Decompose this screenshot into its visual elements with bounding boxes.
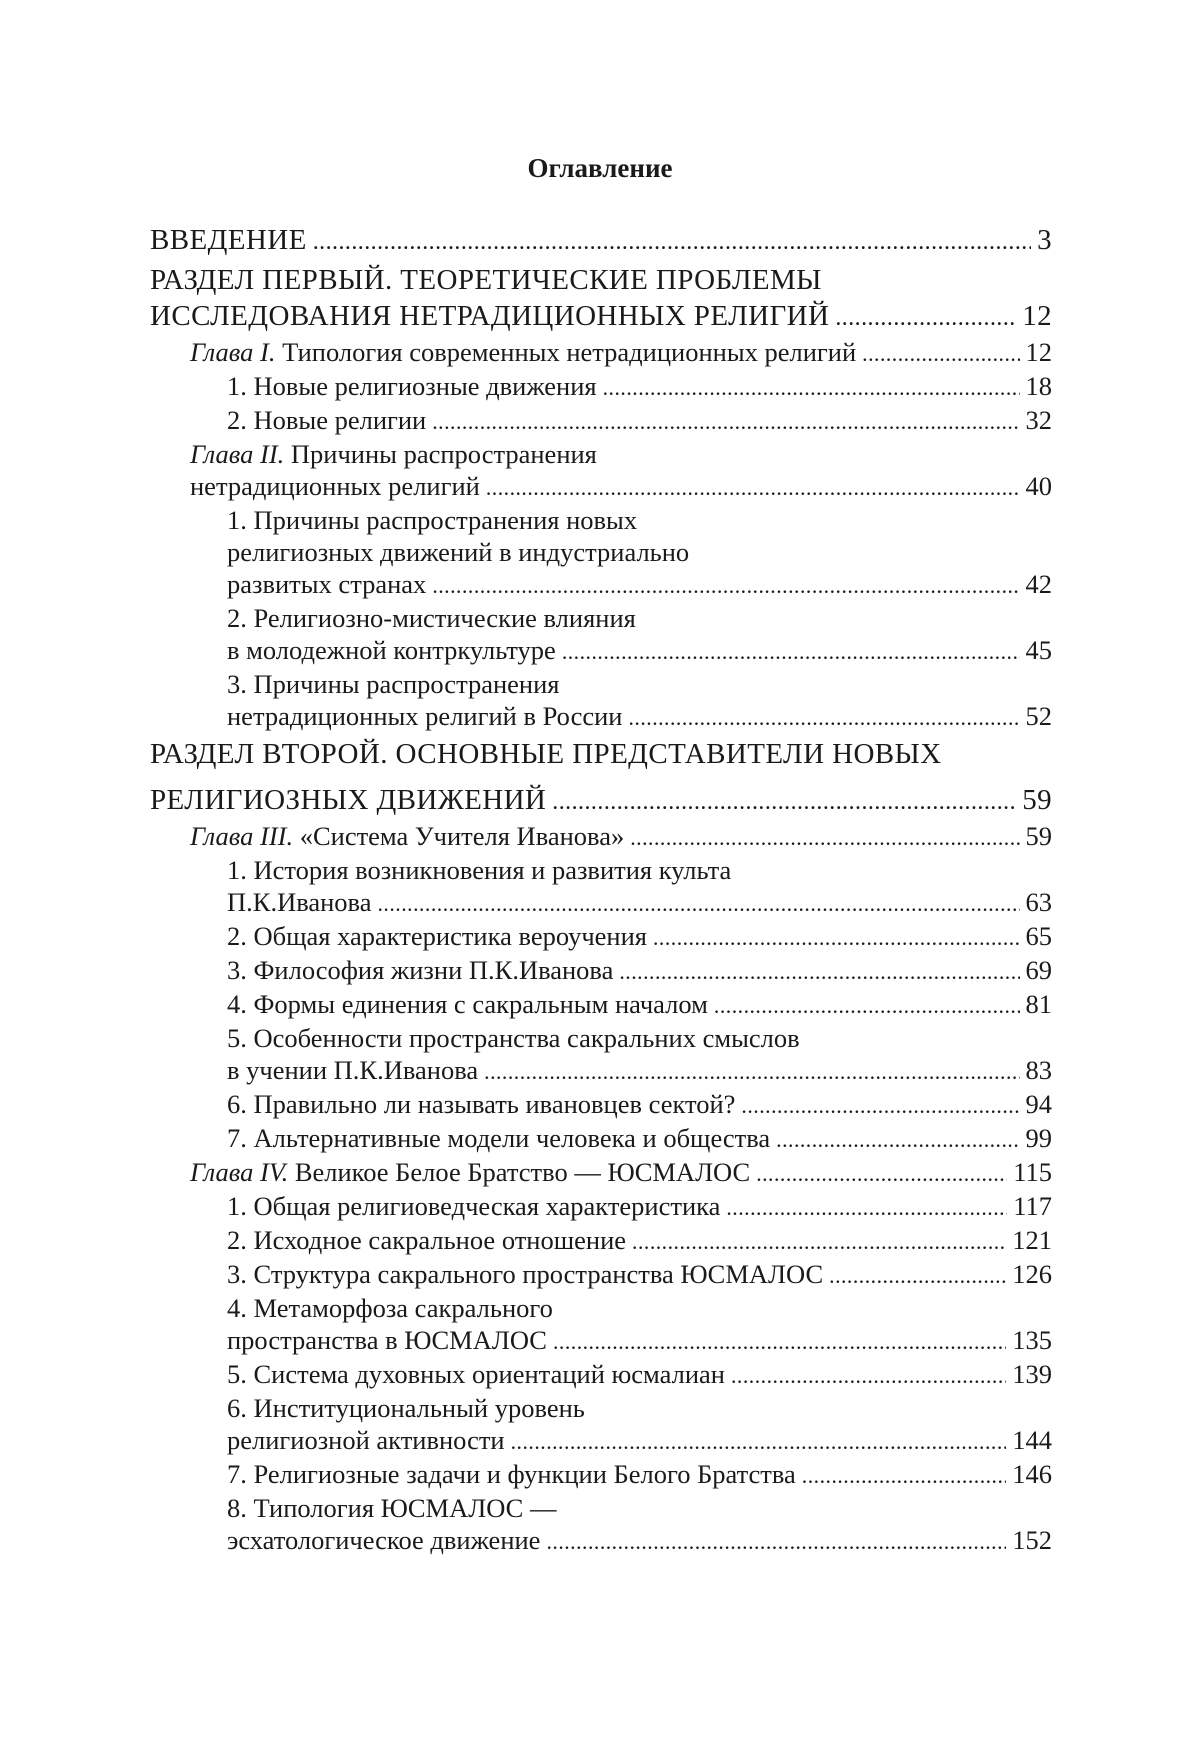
toc-entry-sub [227, 504, 1052, 602]
page-number: 69 [1025, 955, 1052, 985]
toc-entry-line [227, 568, 1052, 602]
dot-leader [862, 338, 1019, 370]
toc-entry-line [150, 298, 1052, 336]
toc-entry-line [190, 438, 1052, 470]
page-number: 18 [1025, 371, 1052, 401]
page-number: 12 [1025, 337, 1052, 367]
toc-entry-line [227, 988, 1052, 1022]
page-number: 65 [1025, 921, 1052, 951]
dot-leader [741, 1090, 1019, 1122]
dot-leader [484, 1056, 1019, 1088]
page-number: 144 [1012, 1425, 1052, 1455]
toc-entry-line [227, 700, 1052, 734]
toc-entry-text: нетрадиционных религий в России [227, 701, 623, 731]
toc-entry-sub [227, 1122, 1052, 1156]
toc-entry-sub [227, 1292, 1052, 1358]
dot-leader [377, 888, 1019, 920]
toc-entry-line [150, 736, 1052, 772]
page-number: 12 [1022, 300, 1052, 332]
toc-entry-text: 2. Новые религии [227, 405, 427, 435]
page-number: 152 [1012, 1525, 1052, 1555]
toc-entry-text: развитых странах [227, 569, 427, 599]
dot-leader [630, 822, 1019, 854]
dot-leader [432, 406, 1019, 438]
dot-leader [553, 1326, 1006, 1358]
dot-leader [313, 224, 1031, 260]
page-number: 3 [1037, 224, 1052, 256]
toc-entry-line [227, 1524, 1052, 1558]
toc-entry-line [227, 1392, 1052, 1424]
toc-entry-text: 4. Формы единения с сакральным началом [227, 989, 708, 1019]
toc-entry-text: 4. Метаморфоза сакрального [227, 1293, 553, 1323]
page-number: 32 [1025, 405, 1052, 435]
toc-entry-sub [227, 1190, 1052, 1224]
page-number: 121 [1012, 1225, 1052, 1255]
toc-entry-line [227, 504, 1052, 536]
toc-entry-section [150, 262, 1052, 336]
toc-entry-line [227, 1492, 1052, 1524]
toc-entry-text: РАЗДЕЛ ПЕРВЫЙ. ТЕОРЕТИЧЕСКИЕ ПРОБЛЕМЫ [150, 264, 822, 296]
toc-entry-text: 2. Общая характеристика вероучения [227, 921, 647, 951]
toc-entry-line [227, 920, 1052, 954]
dot-leader [511, 1426, 1007, 1458]
page-number: 63 [1025, 887, 1052, 917]
toc-entry-text: 3. Философия жизни П.К.Иванова [227, 955, 614, 985]
toc-entry-line [227, 886, 1052, 920]
toc-entry-line [227, 1258, 1052, 1292]
toc-entry-line [227, 1224, 1052, 1258]
toc-entry-text: 7. Альтернативные модели человека и общества [227, 1123, 771, 1153]
chapter-label: Глава IV. [190, 1157, 289, 1187]
toc-entry-sub [227, 1088, 1052, 1122]
toc-entry-text: 1. Общая религиоведческая характеристика [227, 1191, 721, 1221]
dot-leader [756, 1158, 1007, 1190]
dot-leader [726, 1192, 1007, 1224]
toc-entry-text: ВВЕДЕНИЕ [150, 224, 307, 256]
toc-entry-sub [227, 1458, 1052, 1492]
page-number: 42 [1025, 569, 1052, 599]
dot-leader [546, 1526, 1006, 1558]
dot-leader [776, 1124, 1019, 1156]
dot-leader [653, 922, 1020, 954]
toc-entry-sub [227, 1392, 1052, 1458]
toc-entry-text: пространства в ЮСМАЛОС [227, 1325, 547, 1355]
toc-entry-line [227, 634, 1052, 668]
toc-entry-text: 6. Институциональный уровень [227, 1393, 585, 1423]
toc-entry-line [227, 536, 1052, 568]
dot-leader [432, 570, 1019, 602]
toc-entry-text: 1. История возникновения и развития культа [227, 855, 732, 885]
toc-entry-text: 1. Новые религиозные движения [227, 371, 597, 401]
toc-entry-text: Глава IV. Великое Белое Братство — ЮСМАЛОС [190, 1157, 751, 1187]
toc-entry-text: религиозных движений в индустриально [227, 537, 690, 567]
toc-entry-text: в молодежной контркультуре [227, 635, 556, 665]
page-number: 59 [1025, 821, 1052, 851]
page-number: 81 [1025, 989, 1052, 1019]
page-number: 45 [1025, 635, 1052, 665]
dot-leader [632, 1226, 1006, 1258]
toc-entry-text: 5. Особенности пространства сакральних смыслов [227, 1023, 800, 1053]
toc-entry-line [227, 854, 1052, 886]
dot-leader [619, 956, 1019, 988]
dot-leader [628, 702, 1019, 734]
toc-entry-text: РЕЛИГИОЗНЫХ ДВИЖЕНИЙ [150, 784, 547, 816]
toc-entry-line [150, 222, 1052, 260]
toc-entry-text: 3. Причины распространения [227, 669, 560, 699]
toc-entry-line [227, 370, 1052, 404]
toc-entry-text: 5. Система духовных ориентаций юсмалиан [227, 1359, 725, 1389]
page-number: 135 [1012, 1325, 1052, 1355]
toc-entry-text: ИССЛЕДОВАНИЯ НЕТРАДИЦИОННЫХ РЕЛИГИЙ [150, 300, 830, 332]
toc-entry-sub [227, 920, 1052, 954]
toc-entry-line [227, 1358, 1052, 1392]
page-number: 83 [1025, 1055, 1052, 1085]
dot-leader [802, 1460, 1006, 1492]
toc-entry-text: 2. Исходное сакральное отношение [227, 1225, 627, 1255]
toc-entry-text: Глава I. Типология современных нетрадиционных религий [190, 337, 857, 367]
dot-leader [552, 784, 1016, 820]
dot-leader [835, 300, 1016, 336]
page-number: 94 [1025, 1089, 1052, 1119]
dot-leader [562, 636, 1020, 668]
toc-entry-line [227, 1324, 1052, 1358]
toc-entry-sub [227, 988, 1052, 1022]
toc-entry-line [227, 404, 1052, 438]
toc-entry-chapter [190, 438, 1052, 504]
toc-entry-line [227, 954, 1052, 988]
toc-entry-text: 6. Правильно ли называть ивановцев сектой? [227, 1089, 736, 1119]
toc-entry-text: 7. Религиозные задачи и функции Белого Братства [227, 1459, 796, 1489]
toc-entry-text: 3. Структура сакрального пространства ЮСМАЛОС [227, 1259, 824, 1289]
toc-entry-sub [227, 1022, 1052, 1088]
toc-entry-sub [227, 954, 1052, 988]
chapter-label: Глава II. [190, 439, 285, 469]
toc-entry-sub [227, 404, 1052, 438]
dot-leader [829, 1260, 1006, 1292]
toc-entry-text: Глава III. «Система Учителя Иванова» [190, 821, 625, 851]
toc-entry-text: 1. Причины распространения новых [227, 505, 638, 535]
toc-entry-line [227, 668, 1052, 700]
toc-entry-text: 2. Религиозно-мистические влияния [227, 603, 636, 633]
toc-entry-text: эсхатологическое движение [227, 1525, 541, 1555]
toc-entry-chapter [190, 820, 1052, 854]
toc-entry-text: РАЗДЕЛ ВТОРОЙ. ОСНОВНЫЕ ПРЕДСТАВИТЕЛИ НОВЫХ [150, 738, 942, 770]
page-number: 139 [1012, 1359, 1052, 1389]
toc-entry-section [150, 736, 1052, 820]
chapter-label: Глава III. [190, 821, 294, 851]
toc-entry-text: в учении П.К.Иванова [227, 1055, 479, 1085]
chapter-label: Глава I. [190, 337, 276, 367]
toc-entry-line [150, 782, 1052, 820]
toc-entry-sub [227, 1492, 1052, 1558]
toc-entry-line [227, 1088, 1052, 1122]
table-of-contents [150, 222, 1052, 1558]
toc-entry-line [190, 820, 1052, 854]
toc-entry-line [150, 262, 1052, 298]
toc-entry-sub [227, 1258, 1052, 1292]
page-number: 52 [1025, 701, 1052, 731]
toc-entry-line [190, 336, 1052, 370]
toc-entry-line [227, 1292, 1052, 1324]
toc-entry-line [227, 1122, 1052, 1156]
toc-entry-sub [227, 668, 1052, 734]
page-number: 40 [1025, 471, 1052, 501]
toc-entry-line [190, 1156, 1052, 1190]
page-number: 126 [1012, 1259, 1052, 1289]
dot-leader [603, 372, 1020, 404]
toc-entry-sub [227, 370, 1052, 404]
page-number: 59 [1022, 784, 1052, 816]
toc-entry-line [227, 1022, 1052, 1054]
dot-leader [714, 990, 1020, 1022]
toc-entry-sub [227, 1224, 1052, 1258]
page-title: Оглавление [527, 153, 673, 183]
page-number: 115 [1013, 1157, 1052, 1187]
toc-entry-text: 8. Типология ЮСМАЛОС — [227, 1493, 557, 1523]
toc-entry-line [190, 470, 1052, 504]
page-number: 146 [1012, 1459, 1052, 1489]
dot-leader [486, 472, 1020, 504]
page-number: 117 [1013, 1191, 1052, 1221]
toc-entry-text: нетрадиционных религий [190, 471, 480, 501]
toc-entry-sub [227, 1358, 1052, 1392]
toc-entry-line [227, 1424, 1052, 1458]
toc-entry-sub [227, 854, 1052, 920]
toc-entry-line [227, 1054, 1052, 1088]
toc-entry-chapter [190, 1156, 1052, 1190]
toc-entry-text: Глава II. Причины распространения [190, 439, 597, 469]
toc-entry-line [227, 1458, 1052, 1492]
toc-entry-text: религиозной активности [227, 1425, 505, 1455]
dot-leader [731, 1360, 1006, 1392]
toc-entry-line [227, 602, 1052, 634]
toc-entry-section [150, 222, 1052, 260]
toc-entry-sub [227, 602, 1052, 668]
toc-entry-chapter [190, 336, 1052, 370]
page-number: 99 [1025, 1123, 1052, 1153]
toc-entry-text: П.К.Иванова [227, 887, 372, 917]
toc-entry-line [227, 1190, 1052, 1224]
